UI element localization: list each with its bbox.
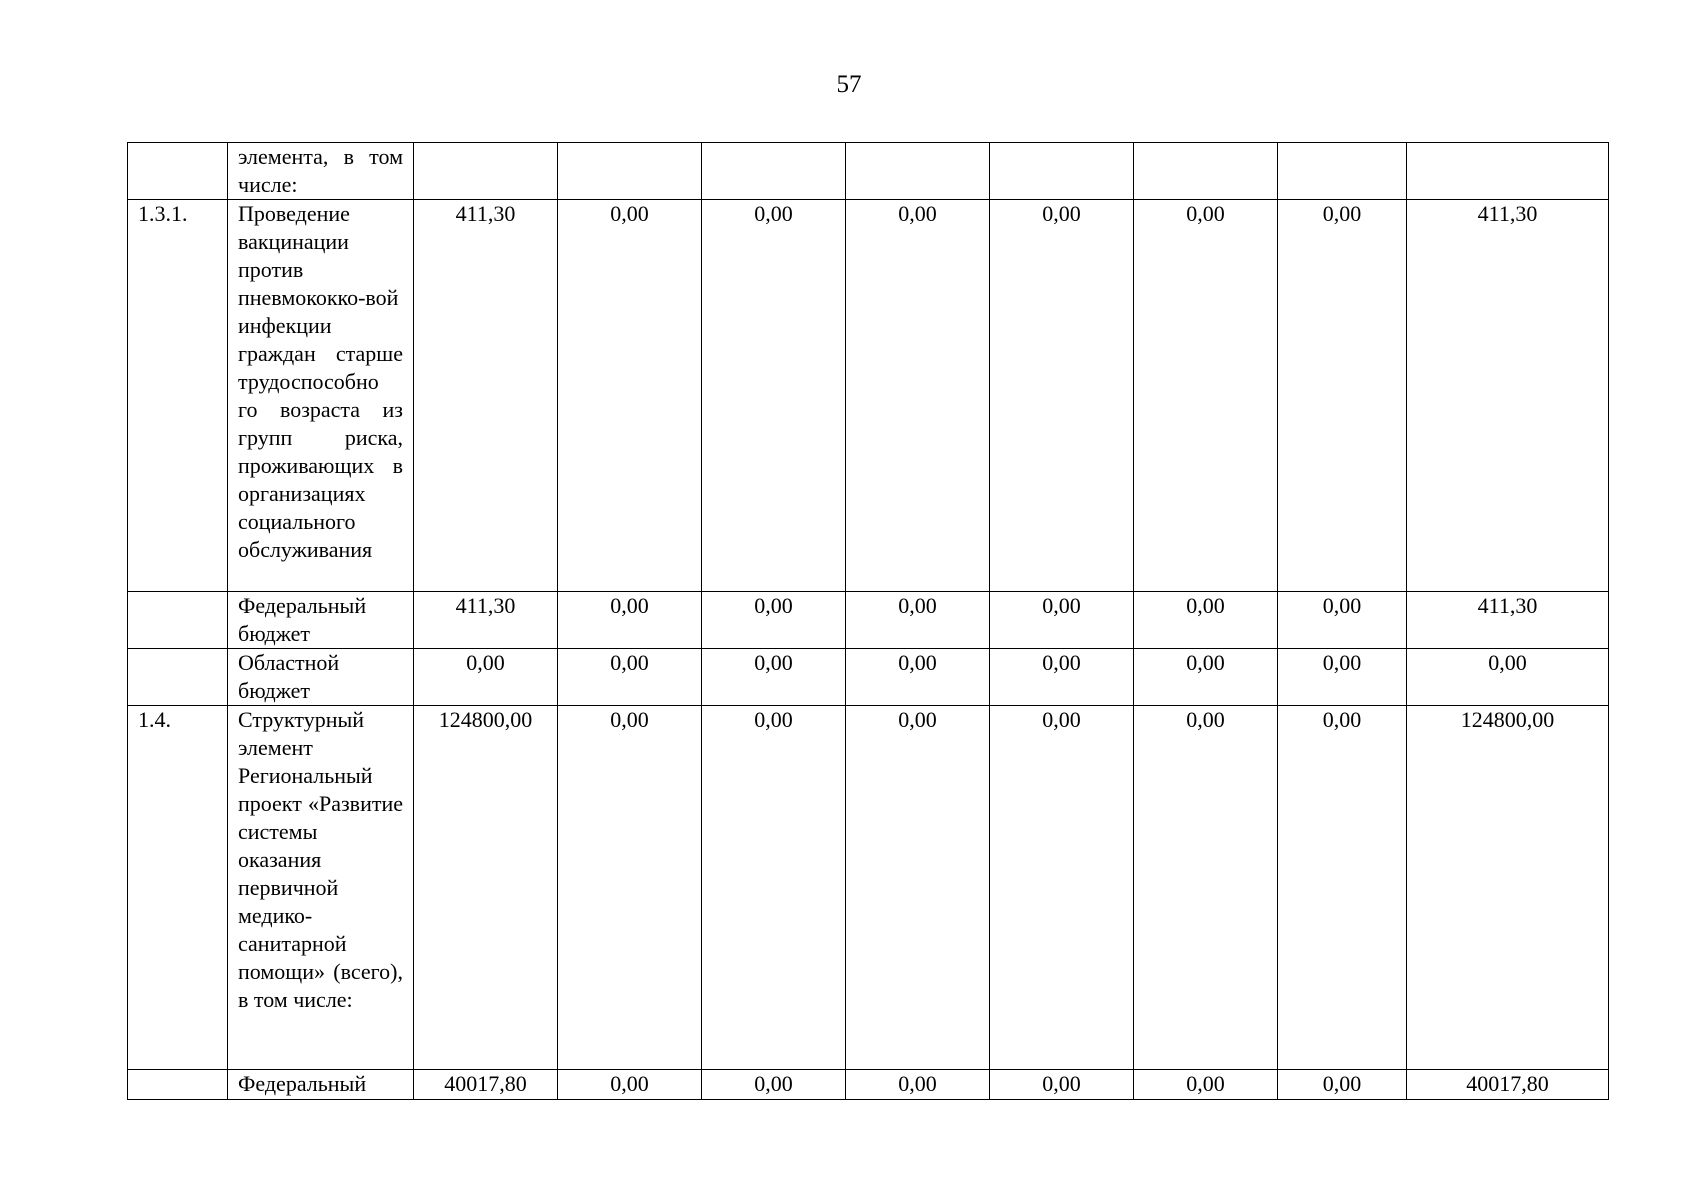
value-cell — [1278, 143, 1407, 200]
value-cell: 0,00 — [990, 592, 1134, 649]
value-cell: 0,00 — [1278, 1070, 1407, 1100]
value-cell: 0,00 — [1278, 706, 1407, 1070]
row-name: Федеральный — [228, 1070, 414, 1100]
table-row — [128, 592, 1609, 649]
value-cell: 0,00 — [1134, 592, 1278, 649]
value-cell: 0,00 — [1278, 592, 1407, 649]
value-cell — [414, 143, 558, 200]
value-cell-total: 0,00 — [1407, 649, 1609, 706]
row-number — [128, 649, 228, 706]
row-number: 1.4. — [128, 706, 228, 1070]
value-cell: 0,00 — [846, 200, 990, 592]
row-name: элемента, в том числе: — [228, 143, 414, 200]
value-cell — [558, 143, 702, 200]
value-cell: 0,00 — [990, 706, 1134, 1070]
row-number — [128, 1070, 228, 1100]
table-row — [128, 143, 1609, 200]
value-cell: 0,00 — [558, 1070, 702, 1100]
row-number — [128, 592, 228, 649]
value-cell: 0,00 — [702, 592, 846, 649]
value-cell: 411,30 — [414, 200, 558, 592]
value-cell: 124800,00 — [414, 706, 558, 1070]
value-cell: 0,00 — [414, 649, 558, 706]
value-cell: 0,00 — [558, 200, 702, 592]
table-row — [128, 649, 1609, 706]
value-cell: 0,00 — [558, 649, 702, 706]
value-cell-total: 40017,80 — [1407, 1070, 1609, 1100]
value-cell — [1134, 143, 1278, 200]
row-number — [128, 143, 228, 200]
row-name: Структурный элемент Региональный проект «Развитие системы оказания первичной медико-санитарной помощи» (всего), в том числе: — [228, 706, 414, 1070]
value-cell: 0,00 — [1278, 200, 1407, 592]
value-cell: 0,00 — [846, 706, 990, 1070]
value-cell — [990, 143, 1134, 200]
value-cell — [846, 143, 990, 200]
value-cell: 0,00 — [558, 706, 702, 1070]
row-name: Федеральный бюджет — [228, 592, 414, 649]
value-cell: 0,00 — [846, 1070, 990, 1100]
value-cell: 0,00 — [702, 200, 846, 592]
value-cell: 0,00 — [702, 649, 846, 706]
value-cell-total: 411,30 — [1407, 200, 1609, 592]
value-cell: 0,00 — [990, 200, 1134, 592]
value-cell: 0,00 — [1134, 706, 1278, 1070]
page-number: 57 — [836, 71, 862, 98]
value-cell: 0,00 — [558, 592, 702, 649]
value-cell: 0,00 — [1278, 649, 1407, 706]
budget-table — [127, 142, 1609, 1100]
value-cell: 0,00 — [1134, 200, 1278, 592]
row-name: Областной бюджет — [228, 649, 414, 706]
table-row — [128, 1070, 1609, 1100]
table-row — [128, 706, 1609, 1070]
value-cell: 0,00 — [702, 706, 846, 1070]
value-cell: 0,00 — [702, 1070, 846, 1100]
value-cell: 0,00 — [1134, 649, 1278, 706]
value-cell-total — [1407, 143, 1609, 200]
value-cell — [702, 143, 846, 200]
value-cell-total: 124800,00 — [1407, 706, 1609, 1070]
value-cell: 0,00 — [846, 592, 990, 649]
value-cell: 0,00 — [846, 649, 990, 706]
value-cell: 0,00 — [990, 1070, 1134, 1100]
value-cell: 0,00 — [1134, 1070, 1278, 1100]
value-cell-total: 411,30 — [1407, 592, 1609, 649]
value-cell: 40017,80 — [414, 1070, 558, 1100]
table-row — [128, 200, 1609, 592]
row-number: 1.3.1. — [128, 200, 228, 592]
row-name: Проведение вакцинации против пневмококко-вой инфекции граждан старше трудоспособно го возраста из групп риска, проживающих в организациях социального обслуживания — [228, 200, 414, 592]
value-cell: 0,00 — [990, 649, 1134, 706]
value-cell: 411,30 — [414, 592, 558, 649]
